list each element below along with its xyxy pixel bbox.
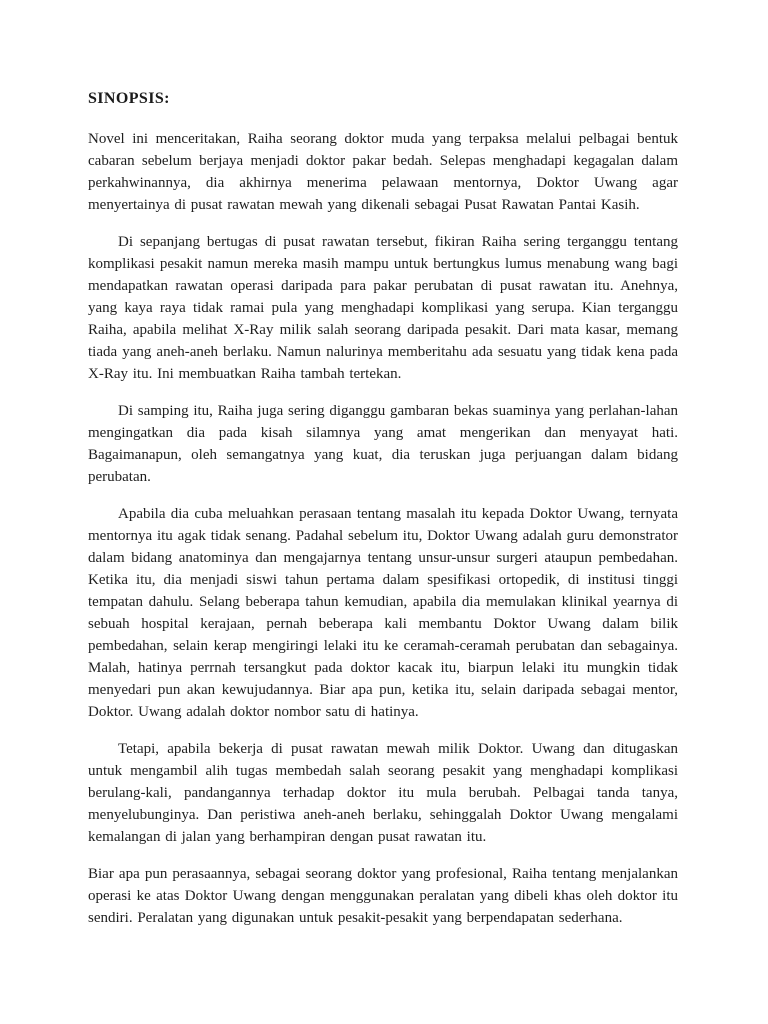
synopsis-title: SINOPSIS: xyxy=(88,90,170,107)
synopsis-paragraph-3: Di samping itu, Raiha juga sering diganggu gambaran bekas suaminya yang perlahan-lahan mengingatkan dia pada kisah silamnya yang amat mengerikan dan menyayat hati. Bagaimanapun, oleh semangatnya yang kuat, dia teruskan juga perjuangan dalam bidang perubatan. xyxy=(88,403,679,485)
synopsis-paragraph-4: Apabila dia cuba meluahkan perasaan tentang masalah itu kepada Doktor Uwang, ternyata mentornya itu agak tidak senang. Padahal sebelum itu, Doktor Uwang adalah guru demonstrator dalam bidang anatominya dan mengajarnya tentang unsur-unsur surgeri ataupun pembedahan. Ketika itu, dia menjadi siswi tahun pertama dalam spesifikasi ortopedik, di institusi tinggi tempatan dahulu. Selang beberapa tahun kemudian, apabila dia memulakan klinikal yearnya di sebuah hospital kerajaan, pernah beberapa kali membantu Doktor Uwang dalam bilik pembedahan, selain kerap mengiringi lelaki itu ke ceramah-ceramah perubatan dan sebagainya. Malah, hatinya perrnah tersangkut pada doktor kacak itu, biarpun lelaki itu mungkin tidak menyedari pun akan kewujudannya. Biar apa pun, ketika itu, selain daripada sebagai mentor, Doktor. Uwang adalah doktor nombor satu di hatinya. xyxy=(88,506,678,720)
synopsis-paragraph-2: Di sepanjang bertugas di pusat rawatan tersebut, fikiran Raiha sering terganggu tentang komplikasi pesakit namun mereka masih mampu untuk bertungkus lumus menabung wang bagi mendapatkan rawatan operasi daripada para pakar perubatan di pusat rawatan itu. Anehnya, yang kaya raya tidak ramai pula yang menghadapi komplikasi yang serupa. Kian terganggu Raiha, apabila melihat X-Ray milik salah seorang daripada pesakit. Dari mata kasar, memang tiada yang aneh-aneh berlaku. Namun nalurinya memberitahu ada sesuatu yang tidak kena pada X-Ray itu. Ini membuatkan Raiha tambah tertekan. xyxy=(88,234,678,382)
synopsis-paragraph-6: Biar apa pun perasaannya, sebagai seorang doktor yang profesional, Raiha tentang menjalankan operasi ke atas Doktor Uwang dengan menggunakan peralatan yang dibeli khas oleh doktor itu sendiri. Peralatan yang digunakan untuk pesakit-pesakit yang berpendapatan sederhana. xyxy=(88,866,678,926)
synopsis-paragraph-1: Novel ini menceritakan, Raiha seorang doktor muda yang terpaksa melalui pelbagai bentuk cabaran sebelum berjaya menjadi doktor pakar bedah. Selepas menghadapi kegagalan dalam perkahwinannya, dia akhirnya menerima pelawaan mentornya, Doktor Uwang agar menyertainya di pusat rawatan mewah yang dikenali sebagai Pusat Rawatan Pantai Kasih. xyxy=(88,131,678,213)
synopsis-paragraph-5: Tetapi, apabila bekerja di pusat rawatan mewah milik Doktor. Uwang dan ditugaskan untuk mengambil alih tugas membedah salah seorang pesakit yang menghadapi komplikasi berulang-kali, pandangannya terhadap doktor itu mula berubah. Pelbagai tanda tanya, menyelubunginya. Dan peristiwa aneh-aneh berlaku, sehinggalah Doktor Uwang mengalami kemalangan di jalan yang berhampiran dengan pusat rawatan itu. xyxy=(88,741,678,845)
